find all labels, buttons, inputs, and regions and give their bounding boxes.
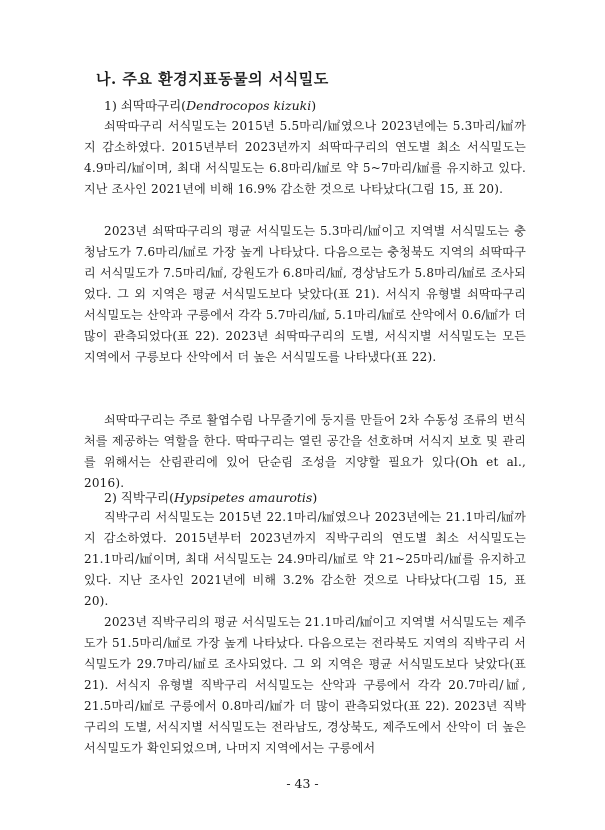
paragraph-s1-p3: 쇠딱따구리는 주로 활엽수림 나무줄기에 둥지를 만들어 2차 수동성 조류의 번식처를 제공하는 역할을 한다. 딱따구리는 열린 공간을 선호하며 서식지 보호 및 관리를 위해서는 산림관리에 있어 단순림 조성을 지양할 필요가 있다(Oh et al., 2016). <box>84 413 526 490</box>
subsection-title-1 <box>104 96 316 114</box>
paragraph-s2-p1: 직박구리 서식밀도는 2015년 22.1마리/㎢였으나 2023년에는 21.1마리/㎢까지 감소하였다. 2015년부터 2023년까지 직박구리의 연도별 최소 서식밀도는 21.1마리/㎢이며, 최대 서식밀도는 24.9마리/㎢로 약 21~25마리/㎢를 유지하고 있다. 지난 조사인 2021년에 비해 3.2% 감소한 것으로 나타났다(그림 15, 표 20). <box>84 510 526 608</box>
species-name-2: Hypsipetes amaurotis <box>173 490 313 505</box>
paragraph-s1-p1: 쇠딱따구리 서식밀도는 2015년 5.5마리/㎢였으나 2023년에는 5.3마리/㎢까지 감소하였다. 2015년부터 2023년까지 쇠딱따구리의 연도별 최소 서식밀도는 4.9마리/㎢이며, 최대 서식밀도는 6.8마리/㎢로 약 5~7마리/㎢를 유지하고 있다. 지난 조사인 2021년에 비해 16.9% 감소한 것으로 나타났다(그림 15, 표 20). <box>84 119 526 196</box>
subsection-title-1-prefix: 1) 쇠딱따구리( <box>104 98 187 113</box>
subsection-title-2-prefix: 2) 직박구리( <box>104 490 174 505</box>
subsection-title-2-suffix: ) <box>312 490 318 505</box>
paragraph-s1-p2: 2023년 쇠딱따구리의 평균 서식밀도는 5.3마리/㎢이고 지역별 서식밀도는 충청남도가 7.6마리/㎢로 가장 높게 나타났다. 다음으로는 충청북도 지역의 쇠딱따구리 서식밀도가 7.5마리/㎢, 강원도가 6.8마리/㎢, 경상남도가 5.8마리/㎢로 조사되었다. 그 외 지역은 평균 서식밀도보다 낮았다(표 21). 서식지 유형별 쇠딱따구리 서식밀도는 산악과 구릉에서 각각 5.7마리/㎢, 5.1마리/㎢로 산악에서 0.6/㎢가 더 많이 관측되었다(표 22). 2023년 쇠딱따구리의 도별, 서식지별 서식밀도는 모든 지역에서 구릉보다 산악에서 더 높은 서식밀도를 나타냈다(표 22). <box>84 224 526 364</box>
species-name-1: Dendrocopos kizuki <box>186 98 312 113</box>
page-number: - 43 - <box>286 776 319 791</box>
paragraph-s2-p2: 2023년 직박구리의 평균 서식밀도는 21.1마리/㎢이고 지역별 서식밀도는 제주도가 51.5마리/㎢로 가장 높게 나타났다. 다음으로는 전라북도 지역의 직박구리 서식밀도가 29.7마리/㎢로 조사되었다. 그 외 지역은 평균 서식밀도보다 낮았다(표 21). 서식지 유형별 직박구리 서식밀도는 산악과 구릉에서 각각 20.7마리/㎢, 21.5마리/㎢로 구릉에서 0.8마리/㎢가 더 많이 관측되었다(표 22). 2023년 직박구리의 도별, 서식지별 서식밀도는 전라남도, 경상북도, 제주도에서 산악이 더 높은 서식밀도가 확인되었으며, 나머지 지역에서는 구릉에서 <box>84 615 526 755</box>
subsection-title-1-suffix: ) <box>311 98 317 113</box>
subsection-title-2 <box>104 488 317 506</box>
section-heading: 나. 주요 환경지표동물의 서식밀도 <box>96 70 329 88</box>
